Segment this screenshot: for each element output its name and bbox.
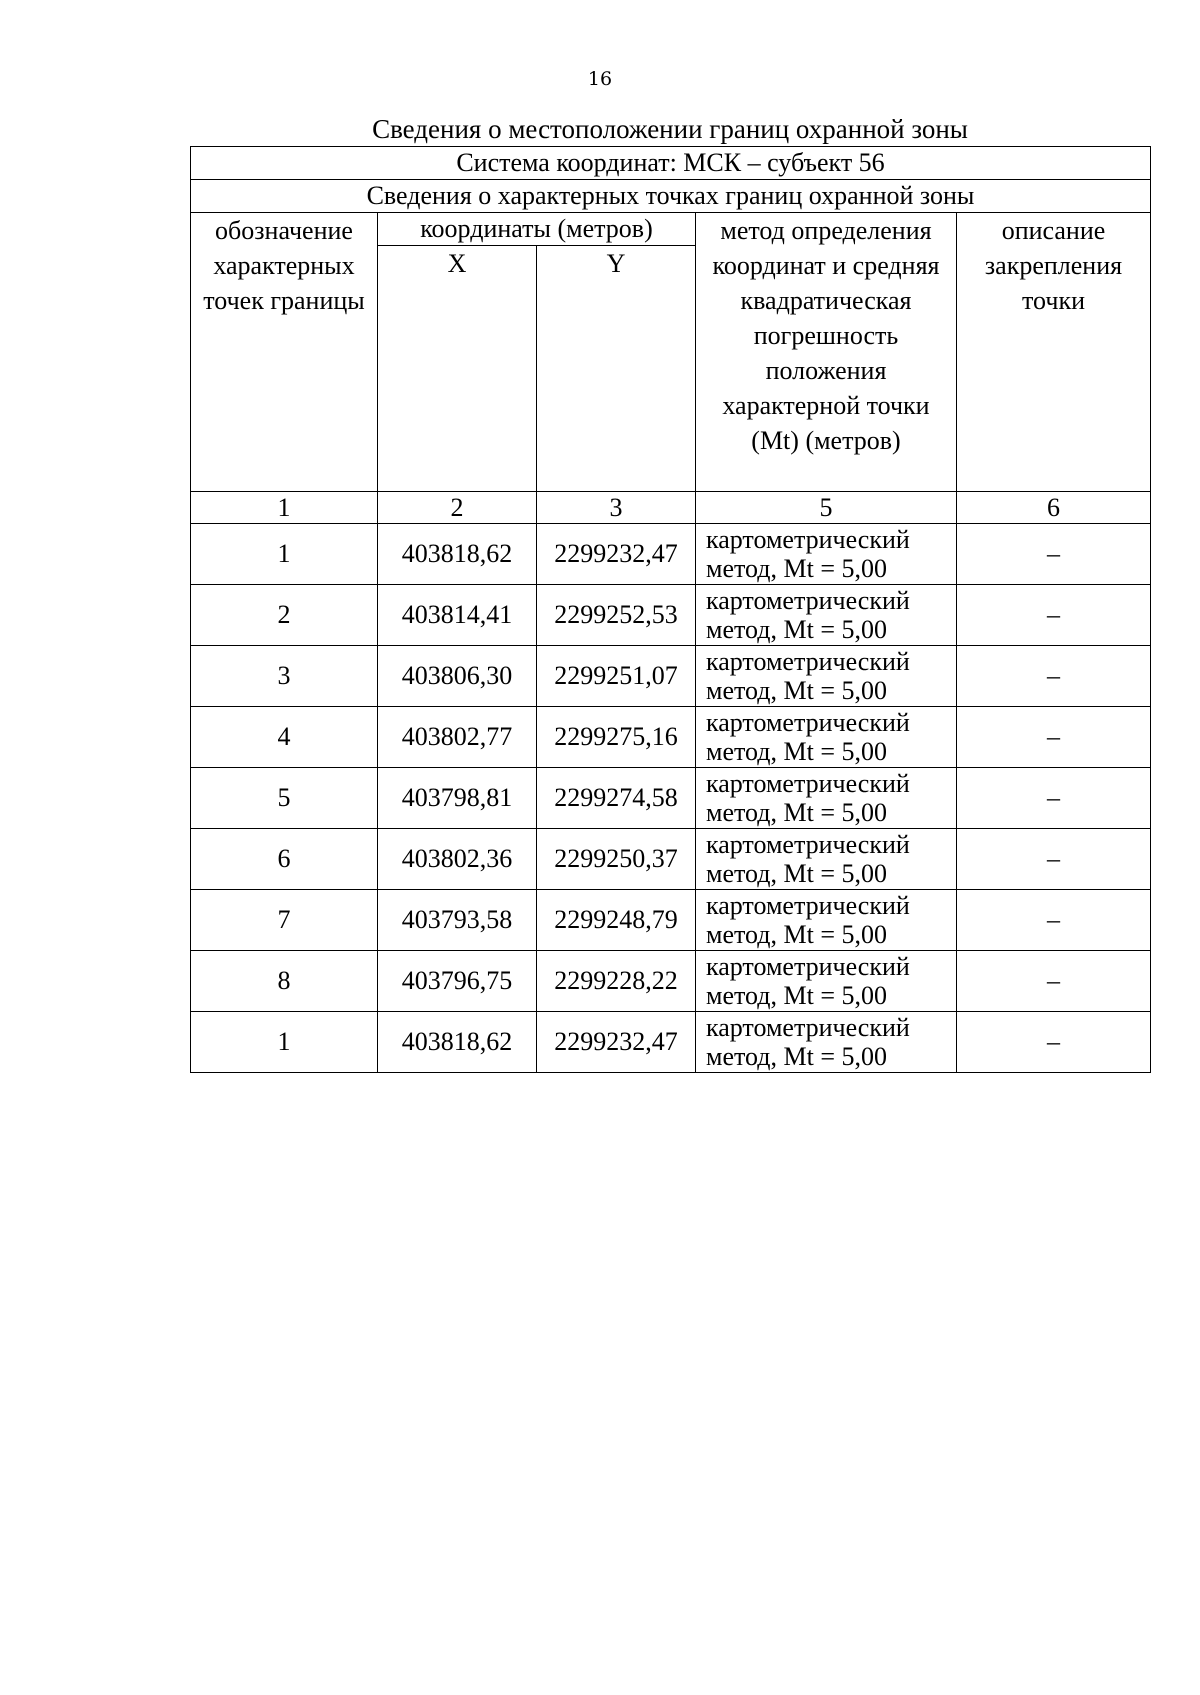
- point-cell: 3: [191, 646, 378, 707]
- table-row: [191, 585, 1151, 646]
- method-text: метод, Mt = 5,00: [706, 920, 887, 949]
- method-cell: [696, 646, 957, 707]
- description-cell: –: [957, 890, 1151, 951]
- method-text: метод, Mt = 5,00: [706, 859, 887, 888]
- y-coordinate-cell: 2299232,47: [537, 1012, 696, 1073]
- point-cell: 8: [191, 951, 378, 1012]
- coordinate-system: Система координат: МСК – субъект 56: [191, 147, 1151, 180]
- description-cell: –: [957, 829, 1151, 890]
- method-cell: [696, 1012, 957, 1073]
- method-text: картометрический: [706, 830, 910, 859]
- coordinate-system-row: [191, 147, 1151, 180]
- y-coordinate-cell: 2299251,07: [537, 646, 696, 707]
- method-cell: [696, 829, 957, 890]
- y-coordinate-cell: 2299274,58: [537, 768, 696, 829]
- method-text: метод, Mt = 5,00: [706, 615, 887, 644]
- description-cell: –: [957, 1012, 1151, 1073]
- method-cell: [696, 524, 957, 585]
- method-text: картометрический: [706, 586, 910, 615]
- method-text: картометрический: [706, 647, 910, 676]
- table-row: [191, 829, 1151, 890]
- method-text: картометрический: [706, 1013, 910, 1042]
- point-cell: 2: [191, 585, 378, 646]
- column-number: 6: [957, 492, 1151, 524]
- description-cell: –: [957, 646, 1151, 707]
- point-cell: 1: [191, 1012, 378, 1073]
- x-coordinate-cell: 403818,62: [378, 524, 537, 585]
- description-cell: –: [957, 951, 1151, 1012]
- table-row: [191, 951, 1151, 1012]
- table-row: [191, 1012, 1151, 1073]
- table-row: [191, 890, 1151, 951]
- method-cell: [696, 585, 957, 646]
- y-coordinate-cell: 2299252,53: [537, 585, 696, 646]
- column-number: 3: [537, 492, 696, 524]
- section-title-row: [191, 180, 1151, 213]
- description-cell: –: [957, 585, 1151, 646]
- method-text: метод, Mt = 5,00: [706, 1042, 887, 1071]
- header-description: описание закрепления точки: [957, 213, 1151, 492]
- x-coordinate-cell: 403793,58: [378, 890, 537, 951]
- point-cell: 4: [191, 707, 378, 768]
- x-coordinate-cell: 403818,62: [378, 1012, 537, 1073]
- table-row: [191, 646, 1151, 707]
- description-cell: –: [957, 707, 1151, 768]
- method-text: картометрический: [706, 708, 910, 737]
- y-coordinate-cell: 2299248,79: [537, 890, 696, 951]
- column-number: 2: [378, 492, 537, 524]
- header-coords: координаты (метров): [378, 213, 696, 246]
- section-title: Сведения о характерных точках границ охранной зоны: [191, 180, 1151, 213]
- x-coordinate-cell: 403814,41: [378, 585, 537, 646]
- method-cell: [696, 768, 957, 829]
- y-coordinate-cell: 2299250,37: [537, 829, 696, 890]
- method-text: метод, Mt = 5,00: [706, 676, 887, 705]
- point-cell: 5: [191, 768, 378, 829]
- y-coordinate-cell: 2299232,47: [537, 524, 696, 585]
- x-coordinate-cell: 403802,36: [378, 829, 537, 890]
- method-cell: [696, 951, 957, 1012]
- x-coordinate-cell: 403802,77: [378, 707, 537, 768]
- description-cell: –: [957, 768, 1151, 829]
- description-cell: –: [957, 524, 1151, 585]
- point-cell: 7: [191, 890, 378, 951]
- table-row: [191, 707, 1151, 768]
- method-text: метод, Mt = 5,00: [706, 798, 887, 827]
- method-text: метод, Mt = 5,00: [706, 554, 887, 583]
- header-y: Y: [537, 246, 696, 492]
- column-numbers-row: [191, 492, 1151, 524]
- document-title: Сведения о местоположении границ охранной зоны: [372, 114, 968, 144]
- method-text: картометрический: [706, 525, 910, 554]
- header-method: метод определения координат и средняя квадратическая погрешность положения характерной точки (Mt) (метров): [696, 213, 957, 492]
- header-point: обозначение характерных точек границы: [191, 213, 378, 492]
- x-coordinate-cell: 403796,75: [378, 951, 537, 1012]
- method-text: метод, Mt = 5,00: [706, 737, 887, 766]
- y-coordinate-cell: 2299275,16: [537, 707, 696, 768]
- y-coordinate-cell: 2299228,22: [537, 951, 696, 1012]
- method-cell: [696, 707, 957, 768]
- method-text: картометрический: [706, 769, 910, 798]
- method-text: картометрический: [706, 952, 910, 981]
- coordinates-table: [190, 146, 1151, 1073]
- table-row: [191, 768, 1151, 829]
- point-cell: 1: [191, 524, 378, 585]
- x-coordinate-cell: 403806,30: [378, 646, 537, 707]
- method-text: метод, Mt = 5,00: [706, 981, 887, 1010]
- x-coordinate-cell: 403798,81: [378, 768, 537, 829]
- header-row-1: [191, 213, 1151, 246]
- column-number: 5: [696, 492, 957, 524]
- column-number: 1: [191, 492, 378, 524]
- page-number: 16: [587, 68, 613, 90]
- method-text: картометрический: [706, 891, 910, 920]
- point-cell: 6: [191, 829, 378, 890]
- table-row: [191, 524, 1151, 585]
- header-x: X: [378, 246, 537, 492]
- method-cell: [696, 890, 957, 951]
